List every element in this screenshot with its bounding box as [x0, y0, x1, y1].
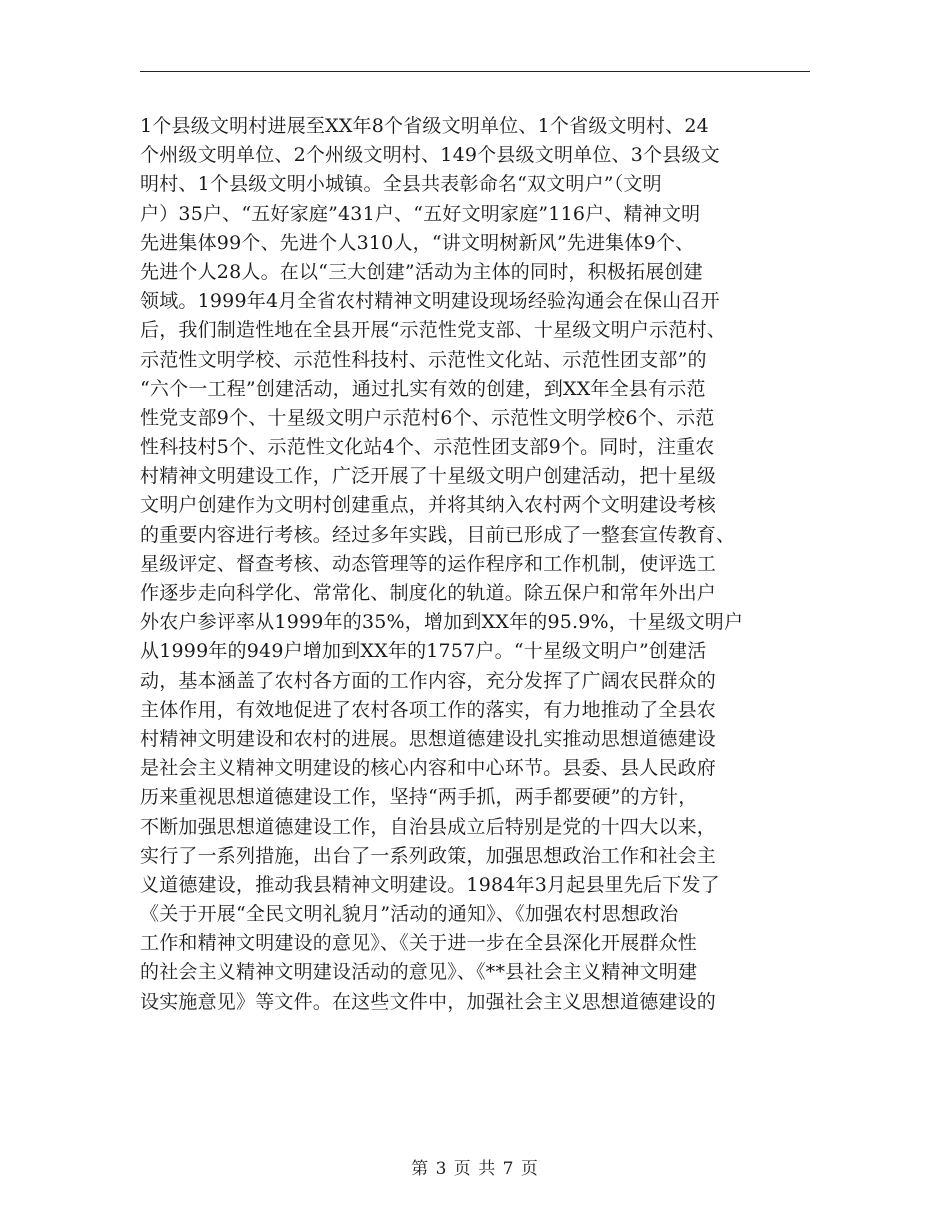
text-line: 的重要内容进行考核。经过多年实践，目前已形成了一整套宣传教育、: [140, 523, 736, 546]
text-line: 星级评定、督查考核、动态管理等的运作程序和工作机制，使评选工: [140, 552, 717, 575]
text-line: 文明户创建作为文明村创建重点，并将其纳入农村两个文明建设考核: [140, 494, 717, 517]
text-line: 个州级文明单位、2个州级文明村、149个县级文明单位、3个县级文: [140, 144, 720, 167]
text-line: 先进个人28人。在以“三大创建”活动为主体的同时，积极拓展创建: [140, 260, 703, 283]
text-line: 作逐步走向科学化、常常化、制度化的轨道。除五保户和常年外出户: [140, 582, 717, 604]
body-text: [140, 112, 820, 1017]
text-line: 的社会主义精神文明建设活动的意见》、《**县社会主义精神文明建: [140, 961, 698, 984]
text-line: 主体作用，有效地促进了农村各项工作的落实，有力地推动了全县农: [140, 698, 717, 721]
page-number-footer: 第 3 页 共 7 页: [411, 1159, 539, 1179]
text-line: 村精神文明建设和农村的进展。思想道德建设扎实推动思想道德建设: [140, 727, 717, 750]
text-line: 外农户参评率从1999年的35%，增加到XX年的95.9%，十星级文明户: [140, 611, 744, 634]
text-line: 是社会主义精神文明建设的核心内容和中心环节。县委、县人民政府: [140, 757, 717, 780]
text-line: “六个一工程”创建活动，通过扎实有效的创建，到XX年全县有示范: [140, 377, 706, 400]
header-rule: [140, 71, 810, 72]
text-line: 1个县级文明村进展至XX年8个省级文明单位、1个省级文明村、24: [140, 115, 709, 137]
text-line: 示范性文明学校、示范性科技村、示范性文化站、示范性团支部”的: [140, 348, 707, 371]
text-line: 明村、1个县级文明小城镇。全县共表彰命名“双文明户”（文明: [140, 173, 662, 196]
text-line: 先进集体99个、先进个人310人，“讲文明树新风”先进集体9个、: [140, 231, 695, 254]
text-line: 户）35户、“五好家庭”431户、“五好文明家庭”116户、精神文明: [140, 202, 701, 225]
text-line: 历来重视思想道德建设工作，坚持“两手抓，两手都要硬”的方针，: [140, 786, 698, 809]
text-line: 不断加强思想道德建设工作，自治县成立后特别是党的十四大以来，: [140, 815, 717, 838]
text-line: 村精神文明建设工作，广泛开展了十星级文明户创建活动，把十星级: [140, 465, 717, 488]
text-line: 性科技村5个、示范性文化站4个、示范性团支部9个。同时，注重农: [140, 436, 715, 459]
text-line: 后，我们制造性地在全县开展“示范性党支部、十星级文明户示范村、: [140, 319, 726, 342]
text-line: 工作和精神文明建设的意见》、《关于进一步在全县深化开展群众性: [140, 932, 698, 955]
text-line: 实行了一系列措施，出台了一系列政策，加强思想政治工作和社会主: [140, 844, 717, 867]
text-line: 从1999年的949户增加到XX年的1757户。“十星级文明户”创建活: [140, 640, 707, 663]
text-line: 义道德建设，推动我县精神文明建设。1984年3月起县里先后下发了: [140, 873, 720, 896]
text-line: 领域。1999年4月全省农村精神文明建设现场经验沟通会在保山召开: [140, 290, 720, 313]
text-line: 动，基本涵盖了农村各方面的工作内容，充分发挥了广阔农民群众的: [140, 669, 717, 692]
text-line: 设实施意见》等文件。在这些文件中，加强社会主义思想道德建设的: [140, 990, 717, 1013]
text-line: 性党支部9个、十星级文明户示范村6个、示范性文明学校6个、示范: [140, 406, 715, 429]
text-line: 《关于开展“全民文明礼貌月”活动的通知》、《加强农村思想政治: [140, 903, 679, 926]
